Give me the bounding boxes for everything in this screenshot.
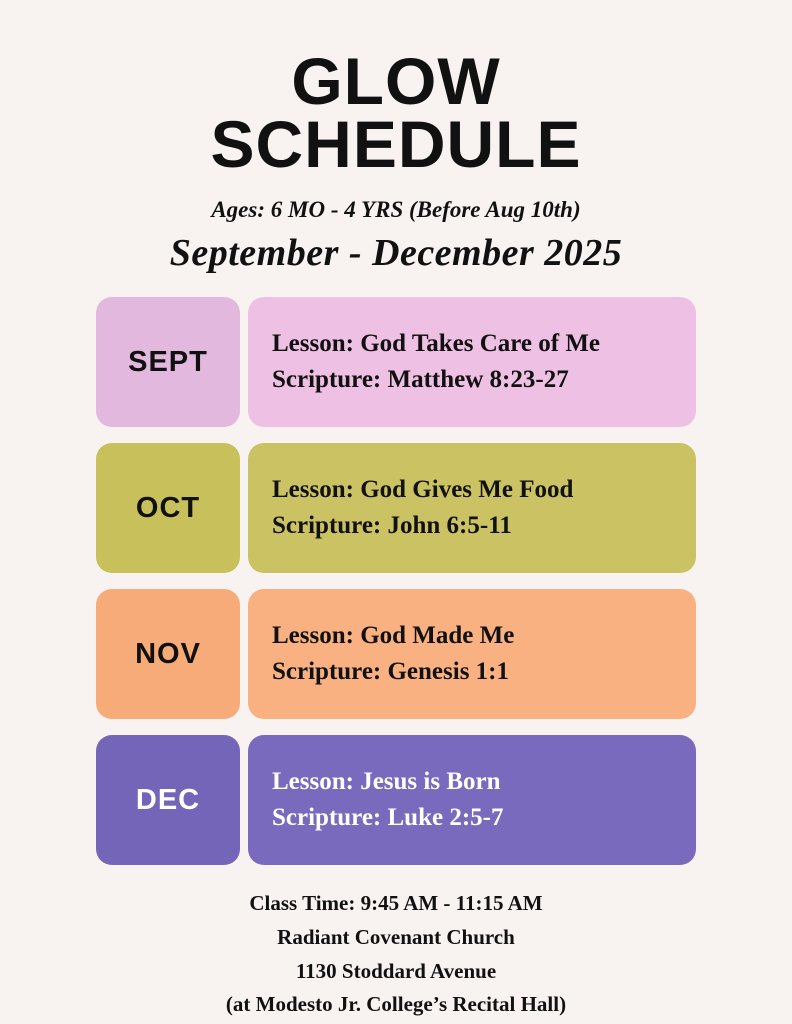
venue-note: (at Modesto Jr. College’s Recital Hall)	[225, 992, 567, 1017]
month-label: DEC	[135, 783, 201, 816]
month-label: NOV	[135, 637, 201, 670]
detail-chip	[248, 443, 696, 573]
schedule-row	[96, 443, 696, 573]
page-title	[210, 44, 582, 181]
schedule-list	[96, 297, 696, 865]
month-label: SEPT	[128, 345, 208, 378]
schedule-row	[96, 735, 696, 865]
month-label: OCT	[135, 491, 201, 524]
month-chip	[96, 443, 240, 573]
month-chip	[96, 589, 240, 719]
detail-chip	[248, 297, 696, 427]
month-chip	[96, 297, 240, 427]
lesson-text: Lesson: God Gives Me Food	[272, 476, 574, 504]
scripture-text: Scripture: Genesis 1:1	[272, 658, 510, 686]
title-line-2: SCHEDULE	[210, 106, 582, 181]
month-chip	[96, 735, 240, 865]
class-time: Class Time: 9:45 AM - 11:15 AM	[249, 891, 543, 916]
scripture-text: Scripture: Luke 2:5-7	[272, 804, 504, 832]
detail-chip	[248, 735, 696, 865]
title-line-1: GLOW	[291, 44, 501, 118]
date-range: September - December 2025	[169, 232, 623, 275]
church-name: Radiant Covenant Church	[277, 924, 515, 949]
scripture-text: Scripture: John 6:5-11	[272, 512, 512, 540]
lesson-text: Lesson: God Takes Care of Me	[272, 330, 601, 358]
lesson-text: Lesson: Jesus is Born	[272, 768, 501, 796]
street-address: 1130 Stoddard Avenue	[295, 958, 497, 983]
schedule-row	[96, 589, 696, 719]
detail-chip	[248, 589, 696, 719]
schedule-row	[96, 297, 696, 427]
lesson-text: Lesson: God Made Me	[272, 622, 515, 650]
footer-info	[226, 887, 566, 1021]
scripture-text: Scripture: Matthew 8:23-27	[272, 366, 569, 394]
ages-subtitle: Ages: 6 MO - 4 YRS (Before Aug 10th)	[211, 197, 581, 223]
